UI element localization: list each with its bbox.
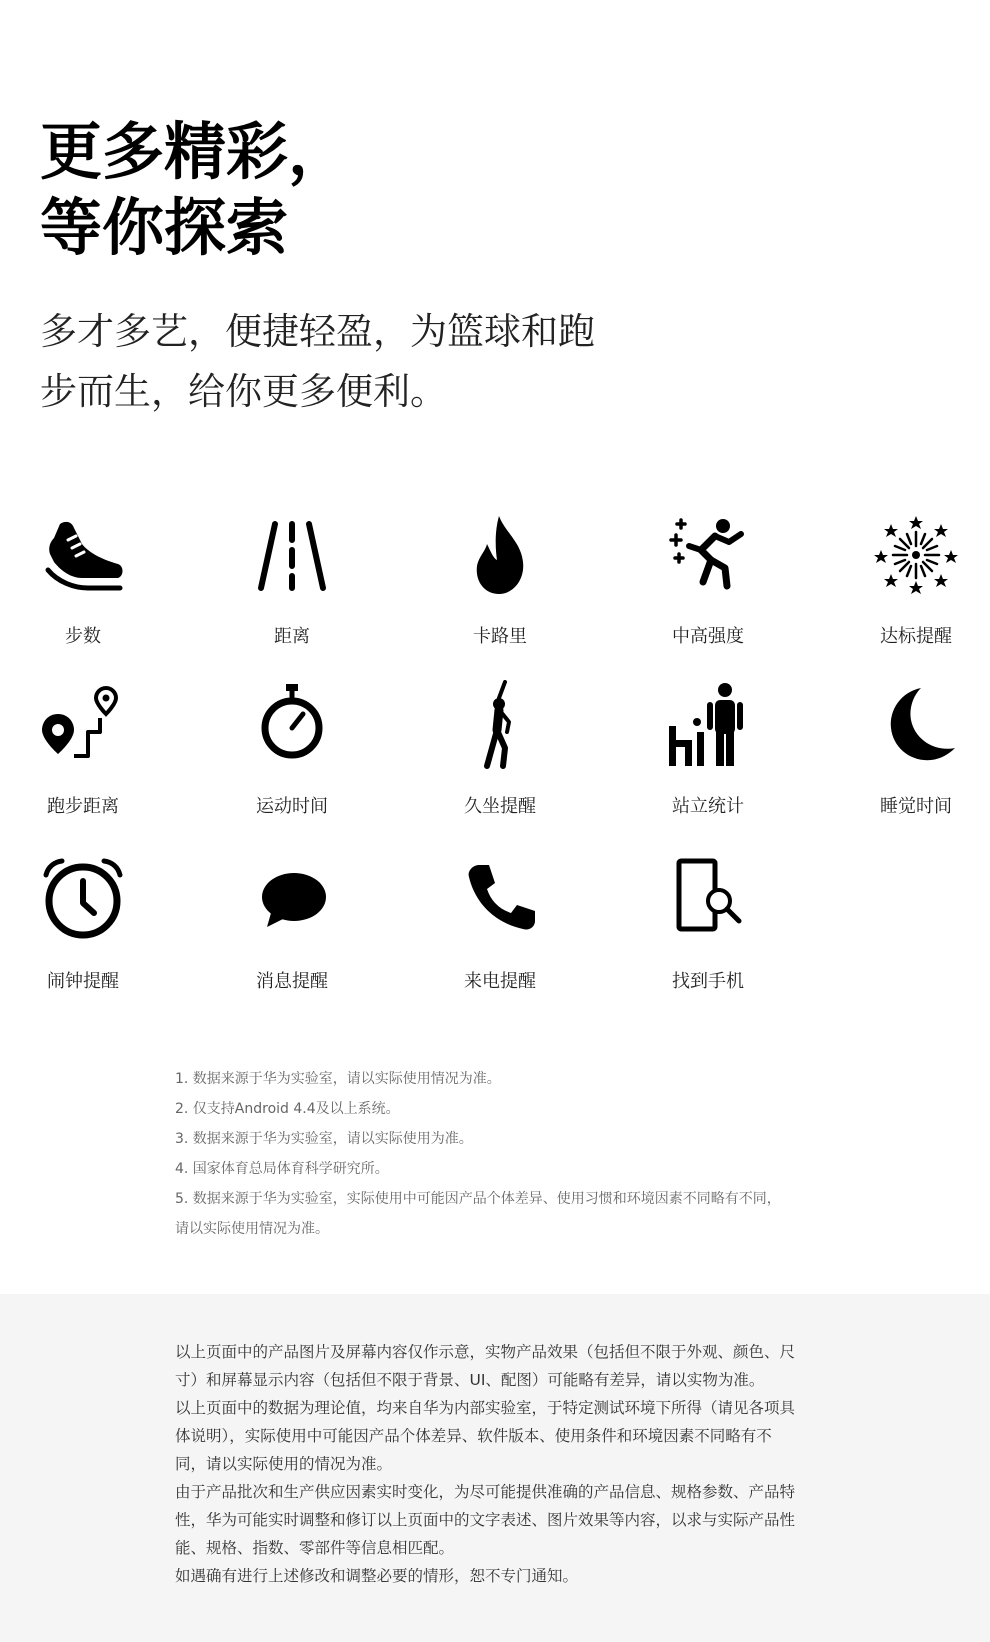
disclaimer-line: 如遇确有进行上述修改和调整必要的情形，恕不专门通知。 [175,1567,579,1585]
find-phone-icon [663,855,753,945]
feature-label: 久坐提醒 [464,796,536,817]
footnote: 4. 国家体育总局体育科学研究所。 [175,1161,389,1177]
feature-label: 中高强度 [672,626,744,647]
disclaimer-line: 同，请以实际使用的情况为准。 [175,1455,393,1473]
feature-label: 睡觉时间 [880,796,952,817]
disclaimer-line: 体说明），实际使用中可能因产品个体差异、软件版本、使用条件和环境因素不同略有不 [175,1427,772,1445]
footnote: 请以实际使用情况为准。 [175,1221,329,1237]
page-subheadline [40,302,740,422]
stretch-person-icon [455,680,545,770]
disclaimer-line: 性，华为可能实时调整和修订以上页面中的文字表述、图片效果等内容，以求与实际产品性 [175,1511,796,1529]
footnote: 3. 数据来源于华为实验室，请以实际使用为准。 [175,1131,473,1147]
route-pin-icon [38,680,128,770]
feature-label: 闹钟提醒 [47,971,119,992]
footnotes [175,1064,815,1244]
headline-line-1: 更多精彩， [40,115,351,188]
disclaimer-section [0,1294,990,1642]
headline-line-2: 等你探索 [40,191,289,264]
footnote: 1. 数据来源于华为实验室，请以实际使用情况为准。 [175,1071,501,1087]
feature-label: 站立统计 [672,796,744,817]
disclaimer-line: 以上页面中的数据为理论值，均来自华为内部实验室，于特定测试环境下所得（请见各项具 [175,1399,796,1417]
feature-label: 卡路里 [473,626,527,647]
speech-bubble-icon [247,855,337,945]
feature-label: 来电提醒 [464,971,536,992]
stopwatch-icon [247,680,337,770]
moon-icon [871,680,961,770]
fireworks-icon [871,510,961,600]
feature-label: 找到手机 [672,971,744,992]
runner-icon [663,510,753,600]
feature-label: 达标提醒 [880,626,952,647]
subhead-line-1: 多才多艺，便捷轻盈，为篮球和跑 [40,310,595,353]
disclaimer-line: 能、规格、指数、零部件等信息相匹配。 [175,1539,455,1557]
shoe-icon [38,510,128,600]
disclaimer-text [175,1338,825,1590]
disclaimer-line: 由于产品批次和生产供应因素实时变化，为尽可能提供准确的产品信息、规格参数、产品特 [175,1483,796,1501]
feature-label: 距离 [274,626,310,647]
subhead-line-2: 步而生，给你更多便利。 [40,370,447,413]
phone-icon [455,855,545,945]
road-icon [247,510,337,600]
feature-label: 运动时间 [256,796,328,817]
disclaimer-line: 寸）和屏幕显示内容（包括但不限于背景、UI、配图）可能略有差异，请以实物为准。 [175,1371,765,1389]
standing-chart-icon [663,680,753,770]
flame-icon [455,510,545,600]
disclaimer-line: 以上页面中的产品图片及屏幕内容仅作示意，实物产品效果（包括但不限于外观、颜色、尺 [175,1343,796,1361]
feature-label: 步数 [65,626,101,647]
footnote: 2. 仅支持Android 4.4及以上系统。 [175,1101,400,1117]
alarm-clock-icon [38,855,128,945]
feature-label: 消息提醒 [256,971,328,992]
feature-label: 跑步距离 [47,796,119,817]
page-headline [40,114,740,266]
footnote: 5. 数据来源于华为实验室，实际使用中可能因产品个体差异、使用习惯和环境因素不同略有不同， [175,1191,781,1207]
